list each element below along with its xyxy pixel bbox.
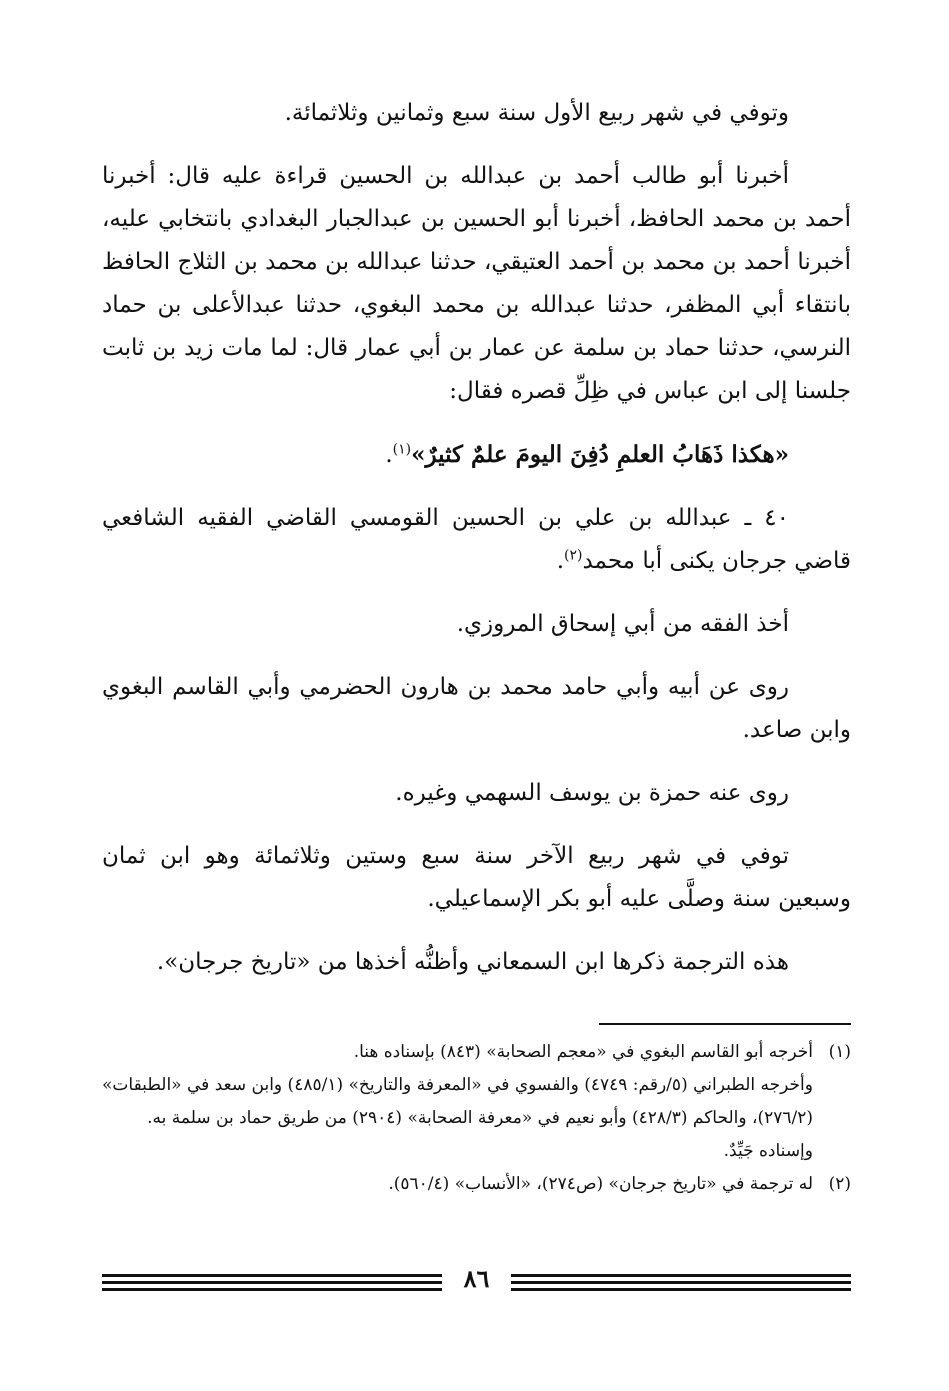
entry-40-text: ٤٠ ـ عبدالله بن علي بن الحسين القومسي القاضي الفقيه الشافعي قاضي جرجان يكنى أبا محمد: [102, 505, 851, 574]
entry-40-end-punct: .: [556, 548, 564, 574]
paragraph-quote: [102, 433, 851, 477]
entry-40-heading: [102, 497, 851, 583]
paragraph-isnad: أخبرنا أبو طالب أحمد بن عبدالله بن الحسين قراءة عليه قال: أخبرنا أحمد بن محمد الحافظ، أخبرنا أبو الحسين بن عبدالجبار البغدادي بانتخابي عليه، أخبرنا أحمد بن محمد بن أحمد العتيقي، حدثنا عبدالله بن محمد بن الثلاج الحافظ بانتقاء أبي المظفر، حدثنا عبدالله بن محمد البغوي، حدثنا عبدالأعلى بن حماد النرسي، حدثنا حماد بن سلمة عن عمار بن أبي عمار قال: لما مات زيد بن ثابت جلسنا إلى ابن عباس في ظِلِّ قصره فقال:: [102, 163, 851, 404]
paragraph-narrated-from: روى عن أبيه وأبي حامد محمد بن هارون الحضرمي وأبي القاسم البغوي وابن صاعد.: [102, 674, 851, 743]
page-number: ٨٦: [463, 1264, 490, 1293]
quoted-saying: «هكذا ذَهَابُ العلمِ دُفِنَ اليومَ علمٌ كثيرٌ»: [411, 441, 789, 468]
quote-end-punct: .: [385, 442, 393, 468]
footer-rule-right: [511, 1274, 851, 1295]
footer-rule-left: [102, 1274, 442, 1295]
paragraph-fiqh: أخذ الفقه من أبي إسحاق المروزي.: [456, 611, 789, 637]
footnote-separator: [599, 1023, 851, 1025]
footnote-2: [102, 1168, 851, 1201]
footnote-ref-1: (١): [392, 441, 412, 458]
page-footer: [102, 1264, 851, 1294]
footnote-ref-2: (٢): [564, 547, 583, 564]
footnote-1-number: (١): [828, 1042, 851, 1062]
paragraph-source-note: هذه الترجمة ذكرها ابن السمعاني وأظنُّه أخذها من «تاريخ جرجان».: [156, 949, 789, 975]
footnote-1-line1: أخرجه أبو القاسم البغوي في «معجم الصحابة» (٨٤٣) بإسناده هنا.: [353, 1042, 813, 1062]
footnote-2-text: له ترجمة في «تاريخ جرجان» (ص٢٧٤)، «الأنساب» (٥٦٠/٤).: [388, 1174, 813, 1194]
paragraph-narrated-by: روى عنه حمزة بن يوسف السهمي وغيره.: [395, 780, 789, 806]
footnotes: [102, 1036, 851, 1201]
paragraph-death-info: توفي في شهر ربيع الآخر سنة سبع وستين وثلاثمائة وهو ابن ثمان وسبعين سنة وصلَّى عليه أبو بكر الإسماعيلي.: [102, 843, 851, 912]
main-text: [102, 92, 851, 1004]
paragraph-death-date: وتوفي في شهر ربيع الأول سنة سبع وثمانين وثلاثمائة.: [284, 100, 789, 126]
footnote-2-number: (٢): [828, 1174, 851, 1194]
footnote-1-line3: وإسناده جَيِّدٌ.: [723, 1141, 813, 1161]
footnote-1-line2: وأخرجه الطبراني (٥/رقم: ٤٧٤٩) والفسوي في «المعرفة والتاريخ» (٤٨٥/١) وابن سعد في «الطبقات» (٢٧٦/٢)، والحاكم (٤٢٨/٣) وأبو نعيم في «معرفة الصحابة» (٢٩٠٤) من طريق حماد بن سلمة به.: [102, 1075, 813, 1128]
footnote-1: [102, 1036, 851, 1069]
